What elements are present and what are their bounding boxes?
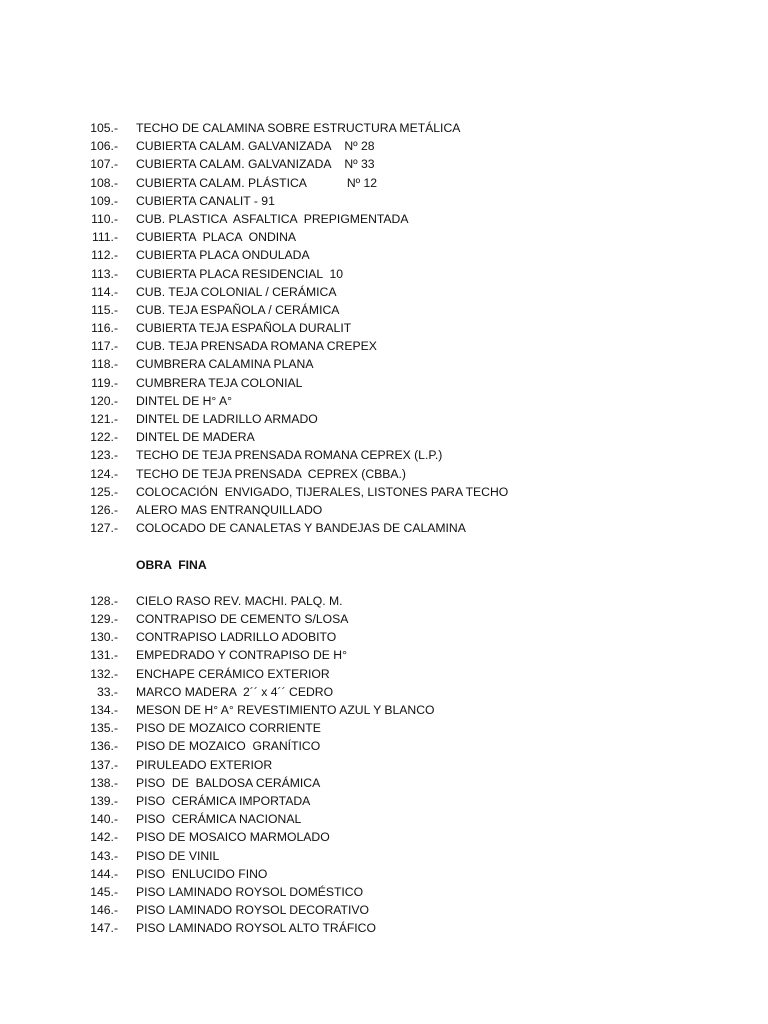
list-item: [0, 901, 768, 919]
list-item: [0, 792, 768, 810]
list-item: [0, 701, 768, 719]
section-heading: [0, 556, 768, 574]
item-description: TECHO DE CALAMINA SOBRE ESTRUCTURA METÁLICA: [136, 121, 461, 135]
list-item: [0, 828, 768, 846]
list-item: [0, 301, 768, 319]
list-item: [0, 610, 768, 628]
item-number: 137.-: [90, 757, 118, 772]
list-item: [0, 665, 768, 683]
list-item: [0, 774, 768, 792]
item-number: 122.-: [90, 430, 118, 445]
item-number: 108.-: [90, 175, 118, 190]
item-description: DINTEL DE H° A°: [136, 393, 232, 408]
item-number: 113.-: [91, 266, 118, 281]
item-description: CUB. TEJA COLONIAL / CERÁMICA: [136, 284, 337, 299]
list-item: [0, 683, 768, 701]
list-item: [0, 465, 768, 483]
list-item: [0, 501, 768, 519]
list-item: [0, 628, 768, 646]
item-number: 138.-: [90, 775, 118, 790]
item-number: 107.-: [90, 157, 118, 172]
list-item: [0, 719, 768, 737]
item-description: TECHO DE TEJA PRENSADA ROMANA CEPREX (L.P.): [136, 448, 443, 463]
list-item: [0, 174, 768, 192]
item-description: ENCHAPE CERÁMICO EXTERIOR: [136, 666, 330, 681]
item-description: PISO ENLUCIDO FINO: [136, 866, 268, 881]
item-description: CIELO RASO REV. MACHI. PALQ. M.: [136, 593, 343, 608]
item-description: CUBIERTA PLACA RESIDENCIAL 10: [136, 266, 344, 281]
item-number: 33.-: [96, 684, 118, 699]
item-description: CUMBRERA CALAMINA PLANA: [136, 357, 314, 372]
list-item: [0, 228, 768, 246]
item-description: PISO DE VINIL: [136, 848, 220, 863]
list-item: [0, 483, 768, 501]
item-number: 143.-: [90, 848, 118, 863]
item-number: 139.-: [90, 793, 118, 808]
list-item: [0, 392, 768, 410]
item-description: CONTRAPISO DE CEMENTO S/LOSA: [136, 612, 349, 627]
item-description: CUBIERTA PLACA ONDINA: [136, 230, 297, 245]
item-number: 147.-: [90, 921, 118, 936]
item-number: 134.-: [90, 703, 118, 717]
list-item: [0, 246, 768, 264]
item-description: CUBIERTA CANALIT - 91: [136, 193, 275, 208]
list-item: [0, 137, 768, 155]
item-number: 142.-: [90, 830, 118, 845]
item-number: 110.-: [91, 211, 118, 226]
list-item: [0, 446, 768, 464]
item-description: CUB. TEJA ESPAÑOLA / CERÁMICA: [136, 302, 340, 317]
list-item: [0, 192, 768, 210]
item-description: CUMBRERA TEJA COLONIAL: [136, 375, 303, 390]
item-number: 144.-: [90, 866, 118, 881]
list-item: [0, 847, 768, 865]
list-item: [0, 355, 768, 373]
item-number: 115.-: [91, 302, 118, 317]
item-description: PISO LAMINADO ROYSOL ALTO TRÁFICO: [136, 921, 376, 936]
item-description: CUB. PLASTICA ASFALTICA PREPIGMENTADA: [136, 211, 409, 226]
list-item: [0, 519, 768, 537]
item-number: 140.-: [90, 812, 118, 827]
item-description: ALERO MAS ENTRANQUILLADO: [136, 502, 323, 517]
section-title: OBRA FINA: [136, 557, 207, 572]
item-description: PISO DE MOZAICO GRANÍTICO: [136, 739, 321, 754]
list-item: [0, 119, 768, 137]
list-item: [0, 283, 768, 301]
list-item: [0, 374, 768, 392]
item-description: CUBIERTA CALAM. GALVANIZADA Nº 28: [136, 139, 375, 154]
item-number: 120.-: [90, 393, 118, 408]
item-description: CUB. TEJA PRENSADA ROMANA CREPEX: [136, 339, 377, 354]
item-number: 111.-: [92, 230, 118, 245]
list-item: [0, 810, 768, 828]
item-number: 118.-: [91, 357, 118, 372]
item-description: CUBIERTA TEJA ESPAÑOLA DURALIT: [136, 321, 352, 336]
item-number: 117.-: [91, 339, 118, 354]
list-item: [0, 337, 768, 355]
list-item: [0, 428, 768, 446]
item-description: CUBIERTA CALAM. PLÁSTICA Nº 12: [136, 175, 378, 190]
item-description: EMPEDRADO Y CONTRAPISO DE H°: [136, 648, 347, 663]
item-list: [0, 119, 768, 937]
item-number: 132.-: [90, 666, 118, 681]
item-description: DINTEL DE MADERA: [136, 430, 255, 445]
list-item: [0, 756, 768, 774]
item-number: 119.-: [91, 375, 118, 390]
list-item: [0, 155, 768, 173]
list-item: [0, 410, 768, 428]
item-description: PISO DE MOSAICO MARMOLADO: [136, 830, 330, 845]
spacer: [0, 574, 768, 592]
item-description: COLOCADO DE CANALETAS Y BANDEJAS DE CALAMINA: [136, 521, 466, 536]
item-number: 105.-: [90, 121, 118, 135]
list-item: [0, 319, 768, 337]
item-number: 130.-: [90, 630, 118, 645]
item-description: PISO CERÁMICA NACIONAL: [136, 812, 302, 827]
item-description: CUBIERTA CALAM. GALVANIZADA Nº 33: [136, 157, 375, 172]
item-number: 127.-: [90, 521, 118, 536]
item-description: DINTEL DE LADRILLO ARMADO: [136, 412, 318, 426]
item-number: 125.-: [90, 484, 118, 499]
list-item: [0, 210, 768, 228]
item-number: 116.-: [91, 321, 118, 336]
item-description: MARCO MADERA 2´´ x 4´´ CEDRO: [136, 684, 334, 699]
item-description: PIRULEADO EXTERIOR: [136, 757, 273, 772]
list-item: [0, 265, 768, 283]
list-item: [0, 883, 768, 901]
item-number: 123.-: [90, 448, 118, 463]
item-description: PISO DE BALDOSA CERÁMICA: [136, 775, 321, 790]
list-item: [0, 919, 768, 937]
item-number: 106.-: [90, 139, 118, 154]
item-number: 121.-: [90, 412, 118, 426]
item-number: 114.-: [91, 284, 118, 299]
item-description: PISO LAMINADO ROYSOL DOMÉSTICO: [136, 884, 364, 899]
item-number: 126.-: [90, 502, 118, 517]
item-number: 146.-: [90, 903, 118, 918]
item-number: 136.-: [90, 739, 118, 754]
spacer: [0, 537, 768, 555]
item-description: CONTRAPISO LADRILLO ADOBITO: [136, 630, 337, 645]
item-number: 112.-: [91, 248, 118, 263]
item-description: PISO LAMINADO ROYSOL DECORATIVO: [136, 903, 369, 918]
list-item: [0, 646, 768, 664]
item-number: 131.-: [90, 648, 118, 663]
item-description: PISO DE MOZAICO CORRIENTE: [136, 721, 321, 736]
item-number: 109.-: [90, 193, 118, 208]
item-number: 128.-: [90, 593, 118, 608]
item-description: PISO CERÁMICA IMPORTADA: [136, 793, 311, 808]
item-description: CUBIERTA PLACA ONDULADA: [136, 248, 310, 263]
item-description: COLOCACIÓN ENVIGADO, TIJERALES, LISTONES PARA TECHO: [136, 484, 509, 499]
item-description: MESON DE H° A° REVESTIMIENTO AZUL Y BLANCO: [136, 703, 435, 717]
item-number: 145.-: [90, 884, 118, 899]
list-item: [0, 592, 768, 610]
item-number: 129.-: [90, 612, 118, 627]
item-description: TECHO DE TEJA PRENSADA CEPREX (CBBA.): [136, 466, 406, 481]
list-item: [0, 737, 768, 755]
list-item: [0, 865, 768, 883]
item-number: 135.-: [90, 721, 118, 736]
item-number: 124.-: [90, 466, 118, 481]
